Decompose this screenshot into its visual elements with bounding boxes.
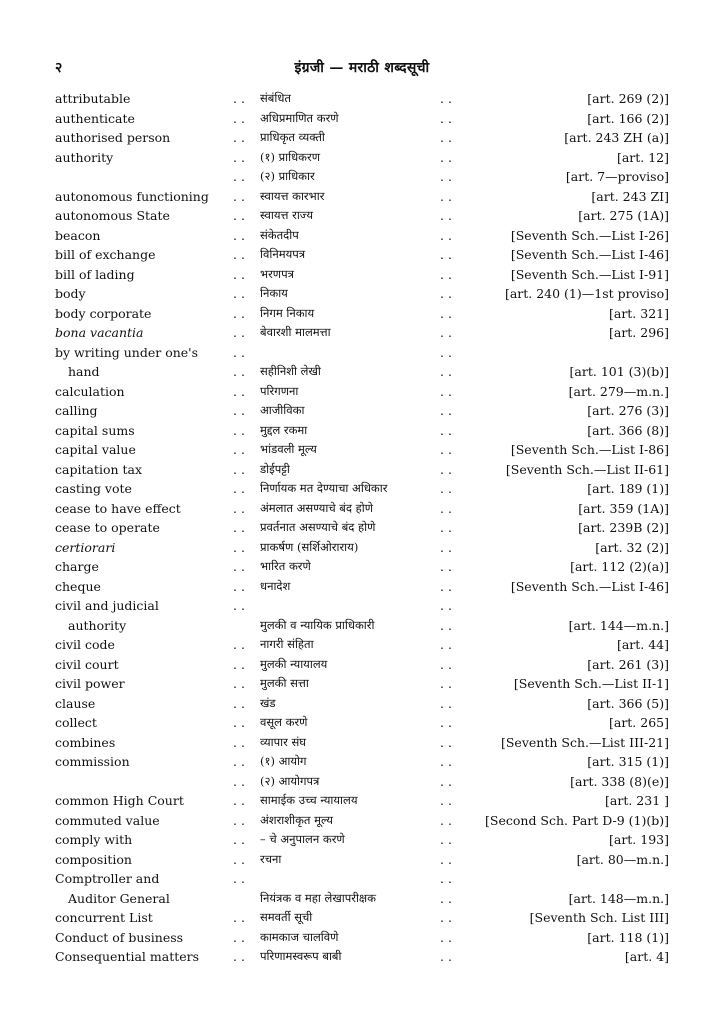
article-reference: [art. 261 (3)] <box>587 656 669 672</box>
english-term: Conduct of business <box>55 929 184 945</box>
leader-dots: . . <box>440 130 452 145</box>
glossary-entry <box>55 557 669 577</box>
english-term: hand <box>68 364 100 379</box>
marathi-term: आजीविका <box>260 403 305 417</box>
glossary-entry <box>55 128 669 148</box>
leader-dots: . . <box>440 305 452 321</box>
english-term: Auditor General <box>68 890 170 906</box>
glossary-entry <box>55 460 669 480</box>
leader-dots: . . <box>233 461 245 477</box>
glossary-entry <box>55 109 669 129</box>
glossary-entry <box>55 479 669 499</box>
marathi-term: परिणामस्वरूप बाबी <box>260 949 342 963</box>
marathi-term: स्वायत्त कारभार <box>260 188 325 203</box>
marathi-term: मुलकी व न्यायिक प्राधिकारी <box>260 617 375 632</box>
leader-dots: . . <box>233 637 245 652</box>
article-reference: [art. 12] <box>616 149 669 165</box>
leader-dots: . . <box>440 422 452 438</box>
marathi-term: मुलकी न्यायालय <box>260 656 328 671</box>
english-term: autonomous functioning <box>55 188 209 204</box>
english-term: capital sums <box>55 422 135 438</box>
article-reference: [art. 231 ] <box>605 793 669 808</box>
marathi-term: धनादेश <box>260 578 291 593</box>
leader-dots: . . <box>233 520 245 535</box>
english-term: authenticate <box>55 110 135 126</box>
leader-dots: . . <box>440 773 452 789</box>
glossary-entry <box>55 304 669 324</box>
leader-dots: . . <box>233 773 245 789</box>
marathi-term: (२) प्राधिकार <box>260 169 315 183</box>
leader-dots: . . <box>440 637 452 652</box>
glossary-entry <box>55 635 669 655</box>
marathi-term: अंमलात असण्याचे बंद होणे <box>260 500 374 515</box>
leader-dots: . . <box>233 715 245 730</box>
marathi-term: संबंधित <box>260 91 291 105</box>
marathi-term: कामकाज चालविणे <box>260 929 339 944</box>
leader-dots: . . <box>233 695 245 711</box>
leader-dots: . . <box>233 422 245 438</box>
leader-dots: . . <box>440 344 452 360</box>
glossary-entry <box>55 752 669 772</box>
marathi-term: निगम निकाय <box>260 305 315 320</box>
marathi-term: सहीनिशी लेखी <box>260 364 321 378</box>
leader-dots: . . <box>233 754 245 769</box>
glossary-entry <box>55 187 669 207</box>
marathi-term: (१) प्राधिकरण <box>260 149 321 164</box>
leader-dots: . . <box>440 676 452 691</box>
english-term: civil court <box>55 656 119 672</box>
marathi-term: प्राधिकृत व्यक्ती <box>260 130 325 144</box>
glossary-entry <box>55 206 669 226</box>
english-term: capitation tax <box>55 461 143 477</box>
glossary-entry <box>55 382 669 402</box>
leader-dots: . . <box>440 851 452 867</box>
leader-dots: . . <box>233 949 245 964</box>
glossary-entry <box>55 596 669 616</box>
article-reference: [art. 240 (1)—1st proviso] <box>504 286 669 301</box>
english-term: capital value <box>55 442 136 457</box>
english-term: beacon <box>55 227 101 243</box>
leader-dots: . . <box>440 578 452 594</box>
leader-dots: . . <box>440 617 452 633</box>
leader-dots: . . <box>440 208 452 223</box>
leader-dots: . . <box>440 227 452 243</box>
leader-dots: . . <box>440 188 452 204</box>
english-term: commission <box>55 754 130 769</box>
article-reference: [art. 193] <box>608 832 669 847</box>
english-term: certiorari <box>55 539 116 555</box>
leader-dots: . . <box>233 598 245 613</box>
marathi-term: प्रवर्तनात असण्याचे बंद होणे <box>260 520 376 534</box>
glossary-entry <box>55 577 669 597</box>
leader-dots: . . <box>233 305 245 321</box>
article-reference: [art. 144—m.n.] <box>568 617 669 633</box>
english-term: common High Court <box>55 793 184 808</box>
leader-dots: . . <box>440 539 452 555</box>
glossary-entry <box>55 616 669 636</box>
leader-dots: . . <box>233 344 245 360</box>
glossary-entry <box>55 284 669 304</box>
marathi-term: संकेतदीप <box>260 227 299 242</box>
leader-dots: . . <box>233 266 245 282</box>
article-reference: [art. 7—proviso] <box>565 169 669 184</box>
article-reference: [art. 148—m.n.] <box>568 890 669 906</box>
leader-dots: . . <box>233 169 245 184</box>
article-reference: [art. 359 (1A)] <box>578 500 669 516</box>
leader-dots: . . <box>233 383 245 399</box>
leader-dots: . . <box>233 578 245 594</box>
leader-dots: . . <box>440 149 452 165</box>
glossary-entry <box>55 499 669 519</box>
leader-dots: . . <box>233 500 245 516</box>
glossary-entry <box>55 226 669 246</box>
leader-dots: . . <box>233 793 245 808</box>
article-reference: [Second Sch. Part D-9 (1)(b)] <box>485 812 669 828</box>
glossary-entry <box>55 401 669 421</box>
leader-dots: . . <box>440 520 452 535</box>
leader-dots: . . <box>233 110 245 126</box>
glossary-entry <box>55 811 669 831</box>
leader-dots: . . <box>233 910 245 925</box>
leader-dots: . . <box>440 949 452 964</box>
glossary-entry <box>55 265 669 285</box>
leader-dots: . . <box>440 383 452 399</box>
marathi-term: भरणपत्र <box>260 266 294 281</box>
glossary-entry <box>55 791 669 811</box>
glossary-entry <box>55 362 669 382</box>
article-reference: [Seventh Sch.—List II-1] <box>513 676 669 691</box>
glossary-entry <box>55 440 669 460</box>
english-term: authority <box>68 617 127 633</box>
marathi-term: व्यापार संघ <box>260 734 307 749</box>
english-term: bona vacantia <box>55 325 144 340</box>
leader-dots: . . <box>233 656 245 672</box>
leader-dots: . . <box>440 929 452 945</box>
glossary-entry <box>55 674 669 694</box>
article-reference: [Seventh Sch.—List I-91] <box>510 266 669 282</box>
english-term: authority <box>55 149 114 165</box>
marathi-term: सामाईक उच्च न्यायालय <box>260 793 358 807</box>
article-reference: [art. 118 (1)] <box>587 929 669 945</box>
marathi-term: निर्णायक मत देण्याचा अधिकार <box>260 481 388 495</box>
article-reference: [art. 44] <box>616 637 669 652</box>
marathi-term: नियंत्रक व महा लेखापरीक्षक <box>260 890 377 905</box>
page-title: इंग्रजी — मराठी शब्दसूची <box>294 60 430 76</box>
leader-dots: . . <box>440 481 452 496</box>
leader-dots: . . <box>440 656 452 672</box>
english-term: by writing under one's <box>55 344 199 360</box>
leader-dots: . . <box>440 871 452 886</box>
marathi-term: भांडवली मूल्य <box>260 442 317 456</box>
glossary-entry <box>55 733 669 753</box>
article-reference: [Seventh Sch.—List III-21] <box>500 734 669 750</box>
marathi-term: स्वायत्त राज्य <box>260 208 314 222</box>
glossary-entry <box>55 947 669 967</box>
leader-dots: . . <box>233 929 245 945</box>
english-term: bill of exchange <box>55 247 156 262</box>
article-reference: [Seventh Sch. List III] <box>529 910 669 925</box>
page-header <box>55 58 669 78</box>
leader-dots: . . <box>233 871 245 886</box>
english-term: Comptroller and <box>55 871 160 886</box>
leader-dots: . . <box>233 734 245 750</box>
leader-dots: . . <box>440 559 452 574</box>
leader-dots: . . <box>440 247 452 262</box>
article-reference: [art. 243 ZH (a)] <box>564 130 669 145</box>
glossary-entry <box>55 869 669 889</box>
leader-dots: . . <box>440 325 452 340</box>
english-term: calculation <box>55 383 125 399</box>
article-reference: [art. 269 (2)] <box>587 91 669 106</box>
english-term: casting vote <box>55 481 132 496</box>
leader-dots: . . <box>233 227 245 243</box>
glossary-list <box>55 89 669 967</box>
article-reference: [art. 366 (5)] <box>587 695 669 711</box>
glossary-entry <box>55 830 669 850</box>
glossary-entry <box>55 421 669 441</box>
leader-dots: . . <box>233 832 245 847</box>
english-term: cease to operate <box>55 520 160 535</box>
marathi-term: मुद्दल रकमा <box>260 422 308 437</box>
leader-dots: . . <box>233 403 245 418</box>
marathi-term: – चे अनुपालन करणे <box>260 832 345 846</box>
leader-dots: . . <box>233 208 245 223</box>
leader-dots: . . <box>440 812 452 828</box>
leader-dots: . . <box>233 149 245 165</box>
english-term: concurrent List <box>55 910 153 925</box>
english-term: cease to have effect <box>55 500 181 516</box>
article-reference: [art. 296] <box>608 325 669 340</box>
marathi-term: परिगणना <box>260 383 299 398</box>
glossary-entry <box>55 655 669 675</box>
english-term: attributable <box>55 91 131 106</box>
leader-dots: . . <box>233 188 245 204</box>
marathi-term: निकाय <box>260 286 288 300</box>
leader-dots: . . <box>440 500 452 516</box>
english-term: Consequential matters <box>55 949 200 964</box>
glossary-entry <box>55 772 669 792</box>
leader-dots: . . <box>233 325 245 340</box>
article-reference: [Seventh Sch.—List I-26] <box>510 227 669 243</box>
leader-dots: . . <box>440 461 452 477</box>
glossary-entry <box>55 518 669 538</box>
english-term: clause <box>55 695 96 711</box>
leader-dots: . . <box>440 793 452 808</box>
english-term: civil power <box>55 676 125 691</box>
marathi-term: बेवारशी मालमत्ता <box>260 325 331 339</box>
glossary-entry <box>55 889 669 909</box>
article-reference: [Seventh Sch.—List II-61] <box>505 461 669 477</box>
marathi-term: विनिमयपत्र <box>260 247 306 261</box>
leader-dots: . . <box>440 890 452 906</box>
glossary-entry <box>55 694 669 714</box>
leader-dots: . . <box>440 266 452 282</box>
leader-dots: . . <box>440 442 452 457</box>
leader-dots: . . <box>440 110 452 126</box>
glossary-entry <box>55 148 669 168</box>
glossary-entry <box>55 89 669 109</box>
marathi-term: रचना <box>260 851 282 866</box>
article-reference: [art. 276 (3)] <box>587 403 669 418</box>
article-reference: [art. 4] <box>624 949 669 964</box>
leader-dots: . . <box>440 286 452 301</box>
glossary-entry <box>55 850 669 870</box>
english-term: cheque <box>55 578 101 594</box>
marathi-term: भारित करणे <box>260 559 311 573</box>
marathi-term: प्राकर्षण (सर्शिओराराय) <box>260 539 359 554</box>
article-reference: [art. 243 ZI] <box>591 188 669 204</box>
glossary-entry <box>55 928 669 948</box>
english-term: composition <box>55 851 132 867</box>
leader-dots: . . <box>440 715 452 730</box>
marathi-term: नागरी संहिता <box>260 637 314 651</box>
leader-dots: . . <box>233 286 245 301</box>
article-reference: [art. 338 (8)(e)] <box>570 773 669 789</box>
article-reference: [art. 239B (2)] <box>578 520 669 535</box>
leader-dots: . . <box>233 676 245 691</box>
article-reference: [art. 315 (1)] <box>587 754 669 769</box>
article-reference: [art. 275 (1A)] <box>578 208 669 223</box>
marathi-term: मुलकी सत्ता <box>260 676 309 690</box>
article-reference: [art. 32 (2)] <box>595 539 669 555</box>
english-term: authorised person <box>55 130 171 145</box>
article-reference: [Seventh Sch.—List I-46] <box>510 247 669 262</box>
english-term: body corporate <box>55 305 152 321</box>
english-term: comply with <box>55 832 133 847</box>
glossary-entry <box>55 908 669 928</box>
leader-dots: . . <box>233 481 245 496</box>
glossary-entry <box>55 538 669 558</box>
leader-dots: . . <box>233 539 245 555</box>
leader-dots: . . <box>233 851 245 867</box>
leader-dots: . . <box>440 832 452 847</box>
article-reference: [art. 101 (3)(b)] <box>569 364 669 379</box>
leader-dots: . . <box>233 130 245 145</box>
article-reference: [art. 80—m.n.] <box>576 851 669 867</box>
article-reference: [art. 189 (1)] <box>587 481 669 496</box>
leader-dots: . . <box>233 247 245 262</box>
leader-dots: . . <box>233 559 245 574</box>
glossary-entry <box>55 713 669 733</box>
article-reference: [art. 279—m.n.] <box>568 383 669 399</box>
english-term: calling <box>55 403 98 418</box>
marathi-term: अंशराशीकृत मूल्य <box>260 812 333 827</box>
marathi-term: डोईपट्टी <box>260 461 290 476</box>
marathi-term: वसूल करणे <box>260 715 308 729</box>
article-reference: [art. 265] <box>608 715 669 730</box>
article-reference: [art. 112 (2)(a)] <box>570 559 669 574</box>
marathi-term: खंड <box>260 695 276 710</box>
english-term: body <box>55 286 86 301</box>
article-reference: [Seventh Sch.—List I-86] <box>510 442 669 457</box>
glossary-entry <box>55 323 669 343</box>
leader-dots: . . <box>440 734 452 750</box>
leader-dots: . . <box>440 754 452 769</box>
leader-dots: . . <box>440 910 452 925</box>
english-term: bill of lading <box>55 266 135 282</box>
marathi-term: समवर्ती सूची <box>260 910 313 924</box>
article-reference: [art. 366 (8)] <box>587 422 669 438</box>
article-reference: [art. 321] <box>608 305 669 321</box>
marathi-term: (१) आयोग <box>260 754 307 768</box>
glossary-entry <box>55 167 669 187</box>
article-reference: [art. 166 (2)] <box>587 110 669 126</box>
english-term: civil code <box>55 637 115 652</box>
leader-dots: . . <box>440 403 452 418</box>
article-reference: [Seventh Sch.—List I-46] <box>510 578 669 594</box>
english-term: autonomous State <box>55 208 170 223</box>
english-term: civil and judicial <box>55 598 159 613</box>
leader-dots: . . <box>233 812 245 828</box>
english-term: commuted value <box>55 812 160 828</box>
english-term: charge <box>55 559 99 574</box>
english-term: collect <box>55 715 97 730</box>
leader-dots: . . <box>440 695 452 711</box>
leader-dots: . . <box>233 442 245 457</box>
leader-dots: . . <box>440 364 452 379</box>
leader-dots: . . <box>440 598 452 613</box>
marathi-term: (२) आयोगपत्र <box>260 773 320 788</box>
leader-dots: . . <box>233 91 245 106</box>
marathi-term: अधिप्रमाणित करणे <box>260 110 339 125</box>
english-term: combines <box>55 734 116 750</box>
glossary-entry <box>55 343 669 363</box>
leader-dots: . . <box>233 364 245 379</box>
leader-dots: . . <box>440 91 452 106</box>
page-number: २ <box>55 60 63 76</box>
glossary-entry <box>55 245 669 265</box>
leader-dots: . . <box>440 169 452 184</box>
